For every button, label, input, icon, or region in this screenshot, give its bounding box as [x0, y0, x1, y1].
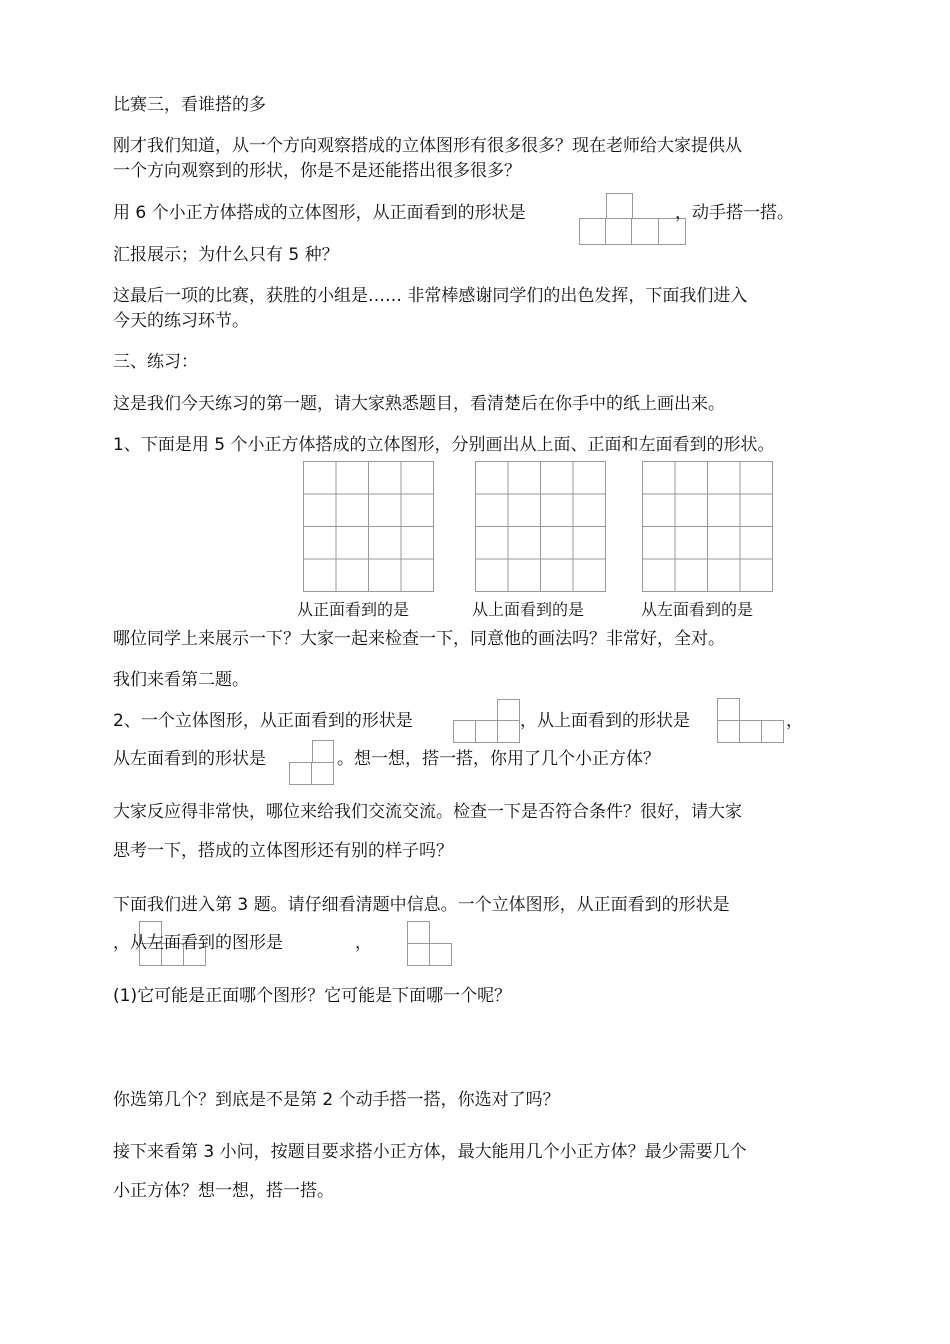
question-2-left-text: 从左面看到的形状是: [113, 749, 266, 769]
question-2-prompt: 。想一想，搭一搭，你用了几个小正方体？: [337, 749, 660, 769]
heading-contest-3: 比赛三，看谁搭的多: [113, 95, 266, 115]
winner-line-1: 这最后一项的比赛，获胜的小组是…… 非常棒感谢同学们的出色发挥，下面我们进入: [113, 286, 748, 306]
question-3-sub-3-line-2: 小正方体？想一想，搭一搭。: [113, 1181, 334, 1201]
question-3-comma: ，: [355, 933, 372, 953]
drawing-grid-3: [642, 461, 773, 592]
choose-text: 你选第几个？到底是不是第 2 个动手搭一搭，你选对了吗？: [113, 1090, 560, 1110]
question-2-comma: ，: [786, 711, 803, 731]
drawing-grid-2: [475, 461, 606, 592]
question-3-left-text: ，从左面看到的图形是: [113, 933, 283, 953]
question-3-text: 下面我们进入第 3 题。请仔细看清题中信息。一个立体图形，从正面看到的形状是: [113, 895, 730, 915]
intro-line-1: 刚才我们知道，从一个方向观察搭成的立体图形有很多很多？现在老师给大家提供从: [113, 136, 742, 156]
question-3-sub-1: (1)它可能是正面哪个图形？它可能是下面哪一个呢？: [113, 986, 512, 1006]
task-text-end: ，动手搭一搭。: [675, 203, 794, 223]
section-title-practice: 三、练习：: [113, 352, 198, 372]
question-1: 1、下面是用 5 个小正方体搭成的立体图形，分别画出从上面、正面和左面看到的形状。: [113, 435, 775, 455]
question-2-top-text: ，从上面看到的形状是: [520, 711, 690, 731]
grid-caption-top: 从上面看到的是: [472, 600, 585, 619]
reaction-line-1: 大家反应得非常快，哪位来给我们交流交流。检查一下是否符合条件？很好，请大家: [113, 802, 742, 822]
grid-caption-left: 从左面看到的是: [641, 600, 754, 619]
question-2-text: 2、一个立体图形，从正面看到的形状是: [113, 711, 413, 731]
reaction-line-2: 思考一下，搭成的立体图形还有别的样子吗？: [113, 841, 453, 861]
check-text: 哪位同学上来展示一下？大家一起来检查一下，同意他的画法吗？非常好，全对。: [113, 629, 725, 649]
intro-line-2: 一个方向观察到的形状，你是不是还能搭出很多很多？: [113, 161, 521, 181]
question-3-sub-3-line-1: 接下来看第 3 小问，按题目要求搭小正方体，最大能用几个小正方体？最少需要几个: [113, 1142, 747, 1162]
drawing-grid-1: [303, 461, 434, 592]
grid-caption-front: 从正面看到的是: [297, 600, 410, 619]
next-question-2: 我们来看第二题。: [113, 670, 249, 690]
exercise-intro: 这是我们今天练习的第一题，请大家熟悉题目，看清楚后在你手中的纸上画出来。: [113, 394, 725, 414]
task-text: 用 6 个小正方体搭成的立体图形，从正面看到的形状是: [113, 203, 526, 223]
report-text: 汇报展示；为什么只有 5 种？: [113, 245, 339, 265]
winner-line-2: 今天的练习环节。: [113, 311, 249, 331]
